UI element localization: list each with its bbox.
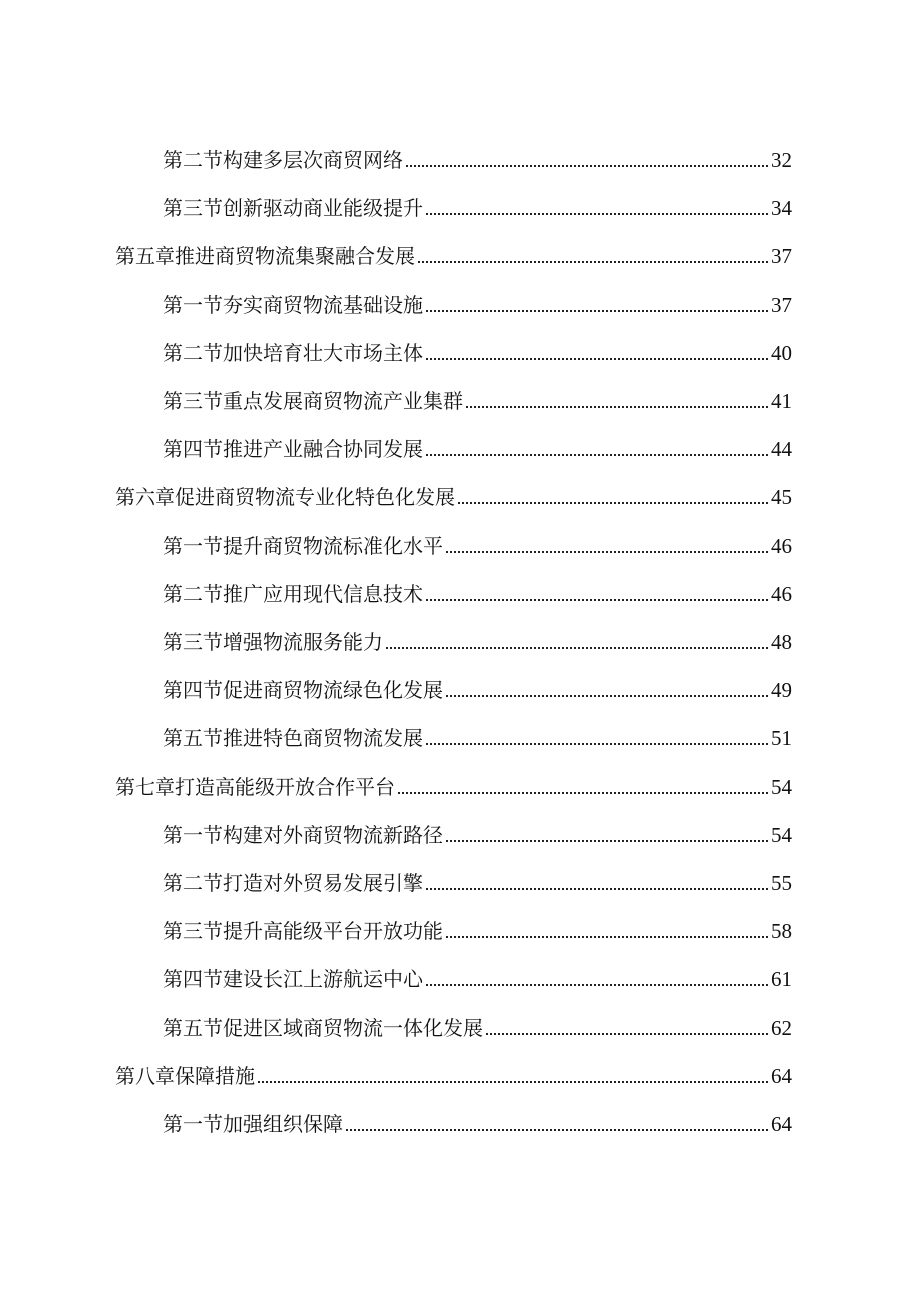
toc-section-entry[interactable] [163, 581, 792, 607]
toc-dot-leader [446, 551, 768, 553]
toc-dot-leader [346, 1129, 768, 1131]
toc-dot-leader [398, 792, 768, 794]
toc-chapter-entry[interactable] [115, 484, 792, 510]
toc-dot-leader [486, 1033, 768, 1035]
toc-dot-leader [426, 984, 768, 986]
toc-section-entry[interactable] [163, 822, 792, 848]
toc-section-entry[interactable] [163, 147, 792, 173]
toc-dot-leader [426, 454, 768, 456]
toc-entry-title: 第二节加快培育壮大市场主体 [163, 340, 423, 365]
toc-entry-title: 第三节重点发展商贸物流产业集群 [163, 389, 463, 413]
toc-dot-leader [446, 936, 768, 938]
toc-entry-title: 第一节加强组织保障 [163, 1112, 343, 1136]
toc-section-entry[interactable] [163, 533, 792, 559]
toc-dot-leader [446, 695, 768, 697]
toc-entry-page-number: 54 [771, 822, 792, 847]
toc-section-entry[interactable] [163, 677, 792, 703]
toc-entry-title: 第一节夯实商贸物流基础设施 [163, 292, 423, 317]
toc-entry-page-number: 32 [771, 148, 792, 172]
toc-entry-title: 第五章推进商贸物流集聚融合发展 [115, 244, 415, 269]
toc-entry-title: 第四节建设长江上游航运中心 [163, 967, 423, 992]
toc-entry-title: 第三节提升高能级平台开放功能 [163, 919, 443, 944]
toc-entry-page-number: 45 [771, 485, 792, 510]
toc-entry-title: 第二节打造对外贸易发展引擎 [163, 871, 423, 895]
toc-section-entry[interactable] [163, 1111, 792, 1137]
toc-chapter-entry[interactable] [115, 243, 792, 269]
toc-entry-title: 第五节推进特色商贸物流发展 [163, 726, 423, 751]
toc-section-entry[interactable] [163, 966, 792, 992]
toc-entry-page-number: 37 [771, 244, 792, 269]
toc-entry-title: 第四节促进商贸物流绿色化发展 [163, 678, 443, 703]
toc-dot-leader [418, 261, 768, 263]
toc-entry-page-number: 37 [771, 292, 792, 317]
toc-dot-leader [426, 358, 768, 360]
toc-dot-leader [426, 888, 768, 890]
toc-section-entry[interactable] [163, 918, 792, 944]
toc-section-entry[interactable] [163, 629, 792, 655]
toc-section-entry[interactable] [163, 340, 792, 366]
toc-entry-page-number: 55 [771, 871, 792, 895]
toc-entry-page-number: 46 [771, 581, 792, 606]
toc-section-entry[interactable] [163, 436, 792, 462]
toc-entry-page-number: 61 [771, 967, 792, 992]
toc-dot-leader [466, 406, 768, 408]
toc-entry-page-number: 51 [771, 726, 792, 751]
toc-section-entry[interactable] [163, 870, 792, 896]
toc-section-entry[interactable] [163, 725, 792, 751]
toc-dot-leader [426, 213, 768, 215]
toc-entry-page-number: 54 [771, 774, 792, 799]
toc-dot-leader [446, 840, 768, 842]
toc-entry-title: 第八章保障措施 [115, 1063, 255, 1088]
toc-section-entry[interactable] [163, 1015, 792, 1041]
toc-entry-page-number: 62 [771, 1015, 792, 1040]
toc-dot-leader [458, 502, 768, 504]
toc-section-entry[interactable] [163, 388, 792, 414]
toc-chapter-entry[interactable] [115, 1063, 792, 1089]
toc-entry-title: 第四节推进产业融合协同发展 [163, 437, 423, 462]
toc-entry-page-number: 46 [771, 533, 792, 558]
toc-section-entry[interactable] [163, 292, 792, 318]
toc-entry-page-number: 34 [771, 196, 792, 221]
toc-entry-title: 第二节推广应用现代信息技术 [163, 581, 423, 606]
toc-entry-title: 第二节构建多层次商贸网络 [163, 148, 403, 172]
toc-entry-title: 第三节创新驱动商业能级提升 [163, 196, 423, 221]
toc-section-entry[interactable] [163, 195, 792, 221]
toc-dot-leader [426, 310, 768, 312]
toc-entry-page-number: 44 [771, 437, 792, 462]
toc-dot-leader [386, 647, 768, 649]
toc-entry-page-number: 64 [771, 1112, 792, 1136]
toc-entry-title: 第一节构建对外商贸物流新路径 [163, 822, 443, 847]
toc-chapter-entry[interactable] [115, 774, 792, 800]
toc-entry-title: 第三节增强物流服务能力 [163, 630, 383, 654]
toc-entry-page-number: 58 [771, 919, 792, 944]
toc-entry-title: 第五节促进区域商贸物流一体化发展 [163, 1015, 483, 1040]
toc-dot-leader [406, 165, 768, 167]
toc-entry-page-number: 48 [771, 630, 792, 654]
toc-dot-leader [426, 743, 768, 745]
toc-entry-title: 第一节提升商贸物流标准化水平 [163, 533, 443, 558]
toc-dot-leader [426, 599, 768, 601]
toc-entry-page-number: 40 [771, 340, 792, 365]
toc-entry-page-number: 41 [771, 389, 792, 413]
toc-entry-title: 第七章打造高能级开放合作平台 [115, 774, 395, 799]
toc-dot-leader [258, 1081, 768, 1083]
toc-entry-page-number: 64 [771, 1063, 792, 1088]
toc-entry-title: 第六章促进商贸物流专业化特色化发展 [115, 485, 455, 510]
toc-entry-page-number: 49 [771, 678, 792, 703]
